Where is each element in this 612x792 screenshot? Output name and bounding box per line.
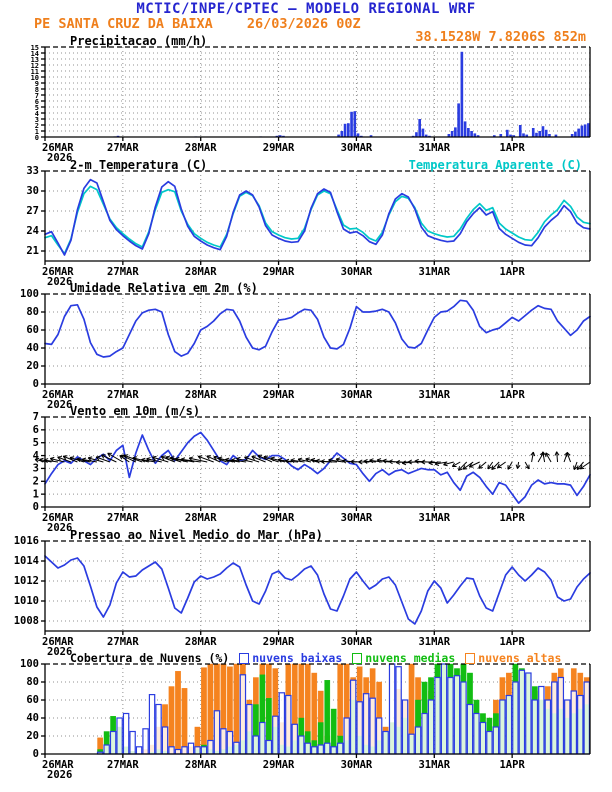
svg-text:28MAR: 28MAR [184, 759, 217, 771]
clouds-marks [20, 658, 590, 781]
svg-text:0: 0 [32, 378, 39, 391]
svg-text:30: 30 [26, 185, 39, 198]
svg-text:30MAR: 30MAR [340, 389, 373, 401]
humidity-plot [0, 281, 612, 413]
pressure-title: Pressao ao Nivel Medio do Mar (hPa) [70, 528, 323, 542]
svg-text:0: 0 [34, 134, 39, 143]
model-title: MCTIC/INPE/CPTEC — MODELO REGIONAL WRF [136, 1, 476, 17]
svg-text:26MAR: 26MAR [42, 142, 74, 154]
svg-text:31MAR: 31MAR [418, 266, 451, 278]
panel-pressure [0, 528, 612, 660]
svg-text:21: 21 [26, 245, 39, 258]
svg-text:27MAR: 27MAR [107, 142, 139, 154]
svg-text:28MAR: 28MAR [184, 389, 217, 401]
svg-text:33: 33 [26, 165, 39, 178]
legend-box-altas-icon [465, 653, 475, 664]
svg-text:2: 2 [34, 122, 39, 131]
clouds-title: Cobertura de Nuvens (%) [70, 651, 230, 665]
svg-text:31MAR: 31MAR [418, 142, 451, 154]
svg-text:3: 3 [34, 116, 39, 125]
temperature-title: 2-m Temperatura (C) [70, 158, 208, 172]
svg-text:2026: 2026 [47, 522, 73, 534]
svg-text:30MAR: 30MAR [340, 512, 373, 524]
svg-text:2026: 2026 [47, 769, 73, 781]
svg-text:29MAR: 29MAR [262, 759, 295, 771]
svg-text:2026: 2026 [47, 152, 73, 164]
svg-text:1APR: 1APR [499, 142, 525, 154]
svg-text:31MAR: 31MAR [418, 389, 451, 401]
wind10m-marks [33, 411, 590, 534]
station-name: PE SANTA CRUZ DA BAIXA [34, 16, 213, 32]
svg-text:15: 15 [30, 44, 39, 53]
svg-text:27MAR: 27MAR [107, 636, 139, 648]
svg-text:30MAR: 30MAR [340, 636, 373, 648]
svg-text:60: 60 [26, 694, 39, 707]
svg-text:100: 100 [20, 658, 39, 671]
clouds-plot [0, 651, 612, 783]
svg-text:5: 5 [34, 104, 39, 113]
svg-text:30MAR: 30MAR [340, 142, 373, 154]
svg-text:27MAR: 27MAR [107, 759, 139, 771]
station-coords: 38.1528W 7.8206S 852m [415, 29, 586, 45]
svg-text:1APR: 1APR [499, 512, 525, 524]
legend-nuvens-baixas: nuvens baixas [239, 651, 342, 665]
svg-text:5: 5 [32, 436, 39, 449]
svg-text:6: 6 [32, 424, 39, 437]
wind-plot [0, 404, 612, 536]
rh2m-marks [20, 288, 590, 411]
svg-text:20: 20 [26, 360, 39, 373]
svg-text:27MAR: 27MAR [107, 512, 139, 524]
svg-text:1010: 1010 [13, 595, 39, 608]
svg-text:30MAR: 30MAR [340, 759, 373, 771]
svg-text:0: 0 [32, 501, 39, 514]
svg-text:28MAR: 28MAR [184, 142, 217, 154]
svg-text:2026: 2026 [47, 276, 73, 288]
svg-text:4: 4 [34, 110, 39, 119]
station-line [34, 16, 361, 32]
humidity-title: Umidade Relativa em 2m (%) [70, 281, 258, 295]
svg-text:30MAR: 30MAR [340, 266, 373, 278]
svg-text:31MAR: 31MAR [418, 512, 451, 524]
wind-title: Vento em 10m (m/s) [70, 404, 201, 418]
svg-text:11: 11 [30, 68, 39, 77]
legend-box-medias-icon [352, 653, 362, 664]
svg-text:2026: 2026 [47, 399, 73, 411]
svg-text:13: 13 [30, 56, 39, 65]
temp2m-marks [26, 165, 590, 288]
svg-text:6: 6 [34, 98, 39, 107]
svg-text:27: 27 [26, 205, 39, 218]
svg-text:27MAR: 27MAR [107, 266, 139, 278]
svg-text:26MAR: 26MAR [42, 389, 74, 401]
svg-text:60: 60 [26, 324, 39, 337]
svg-text:26MAR: 26MAR [42, 512, 74, 524]
svg-text:29MAR: 29MAR [262, 636, 295, 648]
svg-text:2026: 2026 [47, 646, 73, 658]
svg-text:31MAR: 31MAR [418, 759, 451, 771]
svg-text:1APR: 1APR [499, 759, 525, 771]
svg-text:26MAR: 26MAR [42, 636, 74, 648]
svg-text:1APR: 1APR [499, 636, 525, 648]
svg-text:14: 14 [30, 50, 39, 59]
svg-text:7: 7 [32, 411, 39, 424]
svg-text:1012: 1012 [13, 575, 39, 588]
precip-marks [31, 44, 590, 164]
svg-text:26MAR: 26MAR [42, 759, 74, 771]
slp-marks [14, 535, 590, 658]
svg-text:1008: 1008 [13, 615, 39, 628]
panel-clouds [0, 651, 612, 783]
legend-box-baixas-icon [239, 653, 249, 664]
svg-text:29MAR: 29MAR [262, 142, 295, 154]
legend-nuvens-medias: nuvens medias [352, 651, 455, 665]
svg-text:1: 1 [34, 128, 39, 137]
svg-text:4: 4 [32, 449, 39, 462]
run-datetime: 26/03/2026 00Z [246, 16, 361, 32]
svg-text:2: 2 [32, 475, 39, 488]
svg-text:31MAR: 31MAR [418, 636, 451, 648]
svg-text:24: 24 [26, 225, 39, 238]
legend-nuvens-altas: nuvens altas [465, 651, 561, 665]
panel-humidity [0, 281, 612, 413]
panel-wind [0, 404, 612, 536]
svg-text:10: 10 [30, 74, 39, 83]
svg-text:1APR: 1APR [499, 266, 525, 278]
svg-text:27MAR: 27MAR [107, 389, 139, 401]
svg-text:20: 20 [26, 730, 39, 743]
svg-text:80: 80 [26, 676, 39, 689]
panel-precipitation [0, 34, 612, 166]
svg-text:8: 8 [34, 86, 39, 95]
svg-text:28MAR: 28MAR [184, 266, 217, 278]
svg-text:1APR: 1APR [499, 389, 525, 401]
svg-text:29MAR: 29MAR [262, 512, 295, 524]
clouds-title-row [70, 651, 561, 665]
precipitation-title: Precipitacao (mm/h) [70, 34, 208, 48]
svg-text:0: 0 [32, 748, 39, 761]
svg-text:12: 12 [30, 62, 39, 71]
svg-text:9: 9 [34, 80, 39, 89]
svg-text:28MAR: 28MAR [184, 512, 217, 524]
svg-text:40: 40 [26, 342, 39, 355]
svg-text:29MAR: 29MAR [262, 389, 295, 401]
svg-text:100: 100 [20, 288, 39, 301]
svg-text:40: 40 [26, 712, 39, 725]
svg-text:80: 80 [26, 306, 39, 319]
temperature-plot [0, 158, 612, 290]
svg-text:3: 3 [32, 462, 39, 475]
svg-text:7: 7 [34, 92, 39, 101]
svg-text:28MAR: 28MAR [184, 636, 217, 648]
svg-text:1014: 1014 [13, 555, 39, 568]
svg-text:26MAR: 26MAR [42, 266, 74, 278]
precipitation-plot [0, 34, 612, 166]
svg-text:1016: 1016 [13, 535, 39, 548]
svg-text:1: 1 [32, 488, 39, 501]
svg-text:29MAR: 29MAR [262, 266, 295, 278]
panel-temperature [0, 158, 612, 290]
pressure-plot [0, 528, 612, 660]
apparent-temperature-label: Temperatura Aparente (C) [408, 158, 582, 172]
